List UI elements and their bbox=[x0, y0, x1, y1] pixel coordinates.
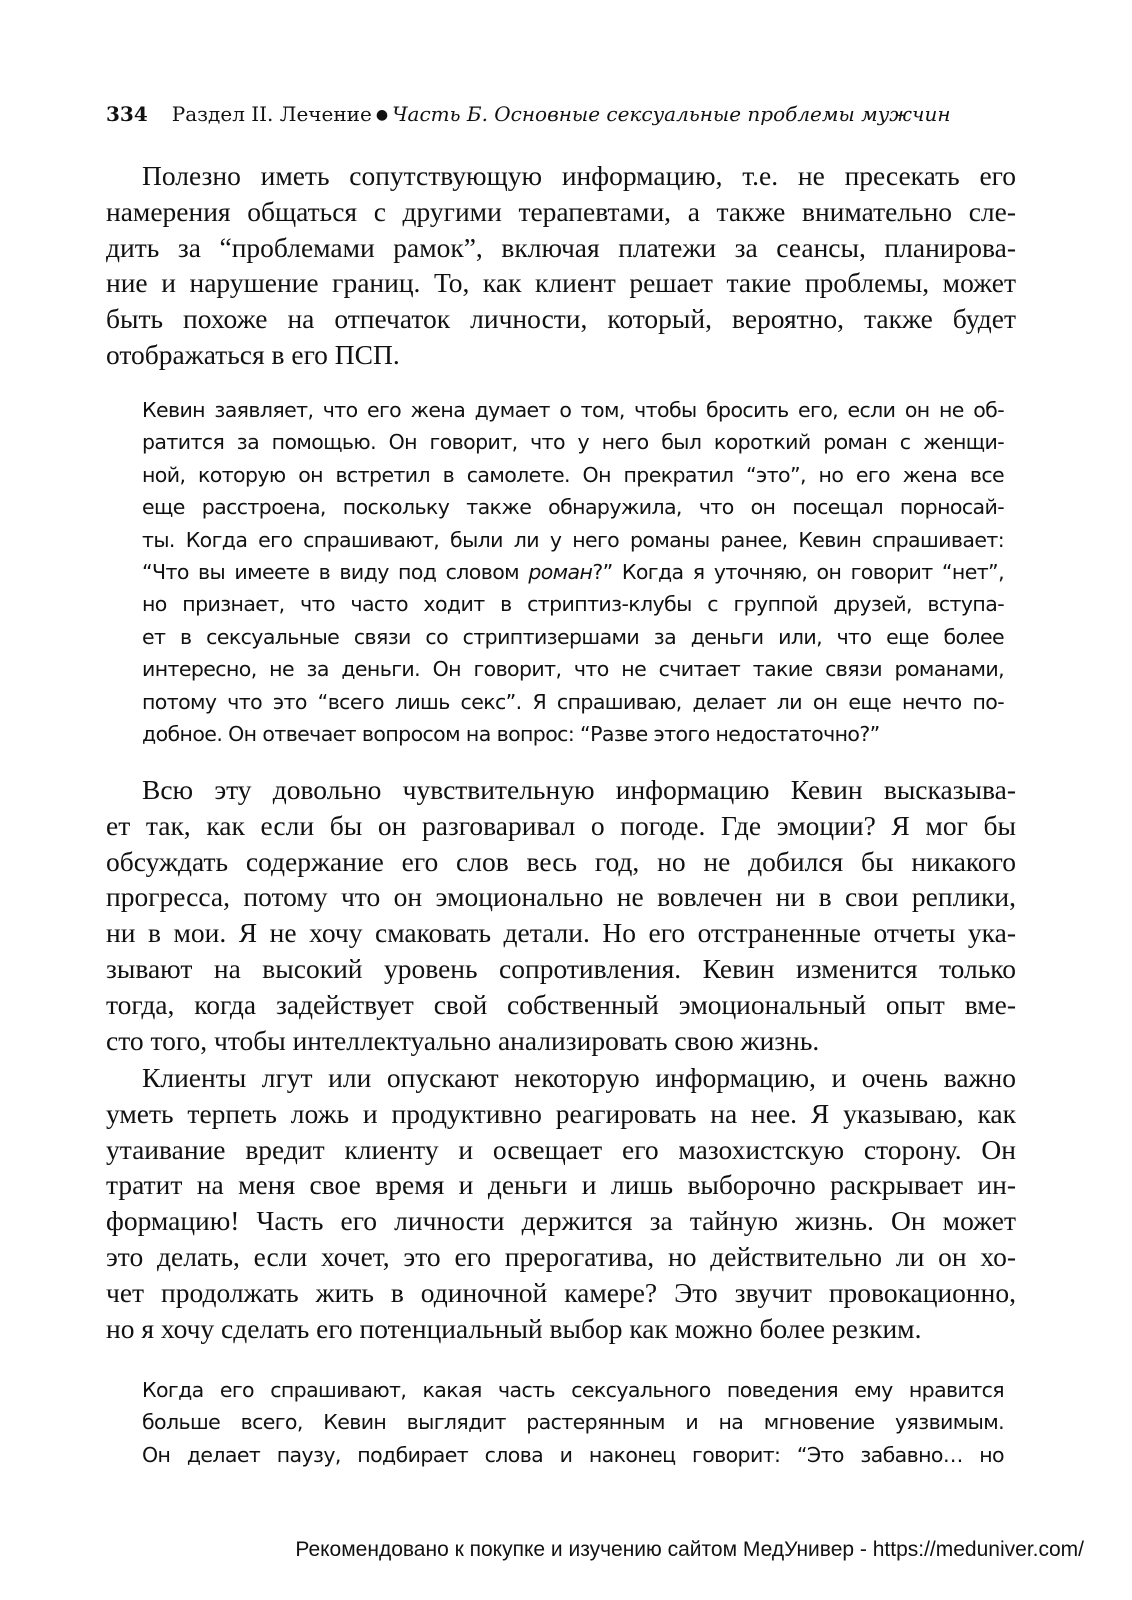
paragraph-line: ни в мои. Я не хочу смаковать детали. Но его отстраненные отчеты ука- bbox=[106, 917, 1016, 949]
case-line-end: ?” Когда я уточняю, он говорит “нет”, bbox=[592, 560, 1004, 585]
paragraph-line: быть похоже на отпечаток личности, который, вероятно, также будет bbox=[106, 303, 1016, 335]
section-label: Раздел II. Лечение bbox=[171, 102, 372, 126]
case-line: Кевин заявляет, что его жена думает о том, чтобы бросить его, если он не об- bbox=[142, 398, 1004, 422]
paragraph-line: чет продолжать жить в одиночной камере? Это звучит провокационно, bbox=[106, 1276, 1016, 1308]
paragraph-1 bbox=[106, 158, 1016, 373]
emphasis-word: роман bbox=[528, 560, 593, 585]
case-line: Он делает паузу, подбирает слова и наконец говорит: “Это забавно… но bbox=[142, 1442, 1004, 1467]
paragraph-line: ние и нарушение границ. То, как клиент решает такие проблемы, может bbox=[106, 267, 1016, 299]
paragraph-line: тогда, когда задействует свой собственный эмоциональный опыт вме- bbox=[106, 988, 1016, 1020]
paragraph-line: дить за “проблемами рамок”, включая платежи за сеансы, планирова- bbox=[106, 231, 1016, 263]
case-line: больше всего, Кевин выглядит растерянным и на мгновение уязвимым. bbox=[142, 1410, 1004, 1435]
case-line: Когда его спрашивают, какая часть сексуального поведения ему нравится bbox=[142, 1378, 1004, 1402]
paragraph-3 bbox=[106, 1060, 1016, 1346]
paragraph-2 bbox=[106, 772, 1016, 1058]
paragraph-line: зывают на высокий уровень сопротивления. Кевин изменится только bbox=[106, 952, 1016, 984]
paragraph-line: формацию! Часть его личности держится за тайную жизнь. Он может bbox=[106, 1205, 1016, 1237]
paragraph-line: ет так, как если бы он разговаривал о погоде. Где эмоции? Я мог бы bbox=[106, 809, 1016, 841]
paragraph-line: уметь терпеть ложь и продуктивно реагировать на нее. Я указываю, как bbox=[106, 1097, 1016, 1129]
paragraph-line: сто того, чтобы интеллектуально анализировать свою жизнь. bbox=[106, 1024, 820, 1056]
case-vignette-2 bbox=[142, 1374, 1004, 1471]
page-number: 334 bbox=[106, 102, 148, 126]
paragraph-line: прогресса, потому что он эмоционально не вовлечен ни в свои реплики, bbox=[106, 881, 1016, 913]
case-line: интересно, не за деньги. Он говорит, что не считает такие связи романами, bbox=[142, 657, 1004, 682]
case-line: ратится за помощью. Он говорит, что у него был короткий роман с женщи- bbox=[142, 430, 1004, 455]
site-watermark-footer: Рекомендовано к покупке и изучению сайтом МедУнивер - https://meduniver.com/ bbox=[295, 1538, 1084, 1561]
case-line: ет в сексуальные связи со стриптизершами за деньги или, что еще более bbox=[142, 624, 1004, 649]
paragraph-line: Всю эту довольно чувствительную информацию Кевин высказыва- bbox=[142, 774, 1016, 805]
paragraph-line: утаивание вредит клиенту и освещает его мазохистскую сторону. Он bbox=[106, 1133, 1016, 1165]
case-line: добное. Он отвечает вопросом на вопрос: “Разве этого недостаточно?” bbox=[142, 722, 880, 747]
running-header bbox=[106, 100, 1036, 129]
part-label: Часть Б. Основные сексуальные проблемы мужчин bbox=[392, 102, 951, 126]
paragraph-line: обсуждать содержание его слов весь год, но не добился бы никакого bbox=[106, 845, 1016, 877]
paragraph-line: отображаться в его ПСП. bbox=[106, 338, 400, 370]
paragraph-line: намерения общаться с другими терапевтами, а также внимательно сле- bbox=[106, 195, 1016, 227]
case-line: ты. Когда его спрашивают, были ли у него романы ранее, Кевин спрашивает: bbox=[142, 527, 1004, 552]
bullet-separator: ● bbox=[375, 107, 389, 123]
paragraph-line: тратит на меня свое время и деньги и лишь выборочно раскрывает ин- bbox=[106, 1169, 1016, 1201]
paragraph-line: это делать, если хочет, это его прерогатива, но действительно ли он хо- bbox=[106, 1240, 1016, 1272]
paragraph-line: Клиенты лгут или опускают некоторую информацию, и очень важно bbox=[142, 1062, 1016, 1093]
case-vignette-1 bbox=[142, 394, 1004, 750]
case-line: но признает, что часто ходит в стриптиз-клубы с группой друзей, вступа- bbox=[142, 592, 1004, 617]
case-line: ной, которую он встретил в самолете. Он прекратил “это”, но его жена все bbox=[142, 462, 1004, 487]
paragraph-line: Полезно иметь сопутствующую информацию, т.е. не пресекать его bbox=[142, 160, 1016, 191]
case-line bbox=[142, 556, 1004, 588]
case-line: потому что это “всего лишь секс”. Я спрашиваю, делает ли он еще нечто по- bbox=[142, 689, 1004, 714]
paragraph-line: но я хочу сделать его потенциальный выбор как можно более резким. bbox=[106, 1312, 922, 1344]
case-line: еще расстроена, поскольку также обнаружила, что он посещал порносай- bbox=[142, 495, 1004, 520]
case-line-start: “Что вы имеете в виду под словом bbox=[142, 560, 529, 585]
